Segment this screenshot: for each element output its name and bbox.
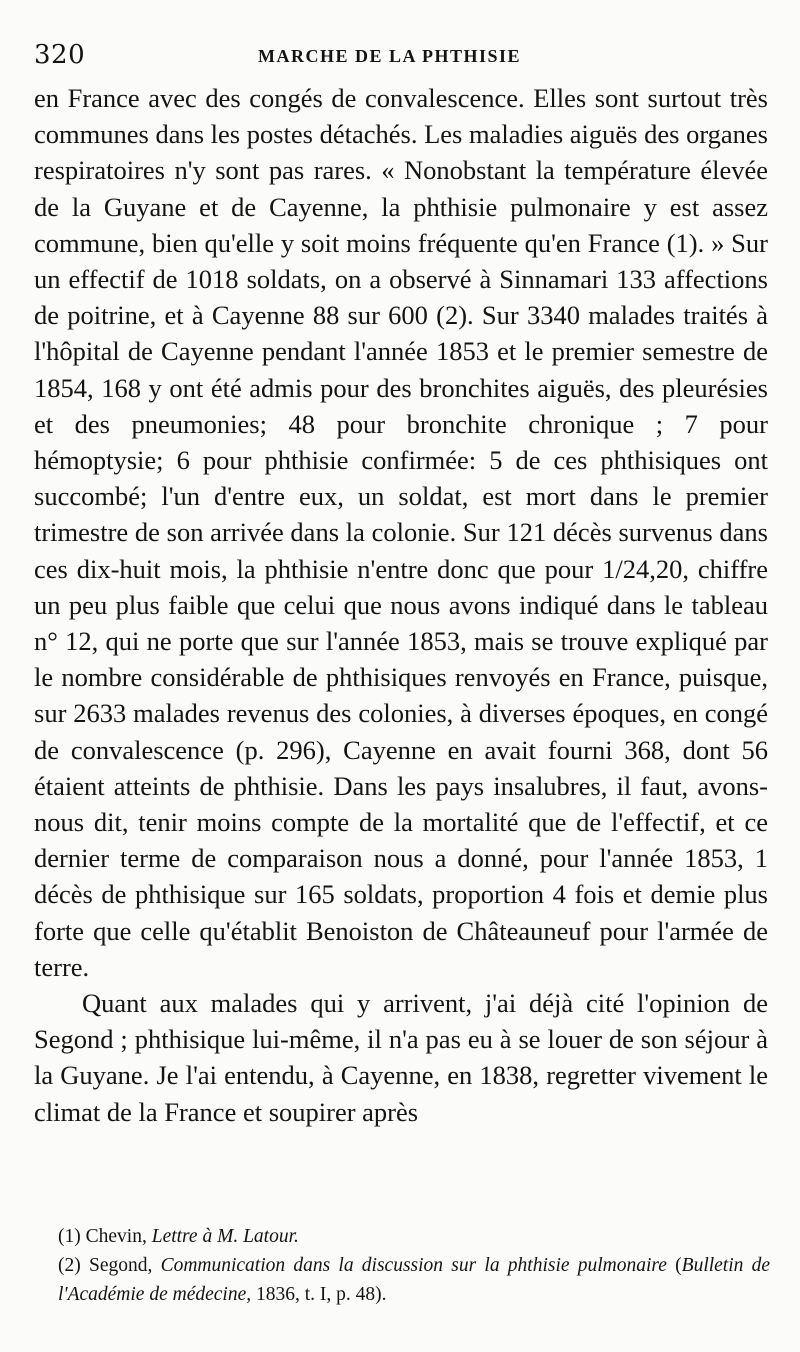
footnote-author: Segond, [88, 1255, 153, 1276]
footnote-citation: 1836, t. I, p. 48). [256, 1284, 387, 1305]
footnote-marker: (2) [58, 1255, 81, 1276]
footnote-marker: (1) [58, 1226, 81, 1247]
footnote-title: Communication dans la discussion sur la phthisie pulmonaire [160, 1255, 667, 1276]
footnote-2 [58, 1251, 770, 1309]
footnote-paren: ( [675, 1255, 682, 1276]
footnotes [58, 1222, 770, 1309]
footnote-author: Chevin, [85, 1226, 147, 1247]
paragraph: en France avec des congés de convalescence. Elles sont surtout très communes dans les postes détachés. Les maladies aiguës des organes respiratoires n'y sont pas rares. « Nonobstant la température élevée de la Guyane et de Cayenne, la phthisie pulmonaire y est assez commune, bien qu'elle y soit moins fréquente qu'en France (1). » Sur un effectif de 1018 soldats, on a observé à Sinnamari 133 affections de poitrine, et à Cayenne 88 sur 600 (2). Sur 3340 malades traités à l'hôpital de Cayenne pendant l'année 1853 et le premier semestre de 1854, 168 y ont été admis pour des bronchites aiguës, des pleurésies et des pneumonies; 48 pour bronchite chronique ; 7 pour hémoptysie; 6 pour phthisie confirmée: 5 de ces phthisiques ont succombé; l'un d'entre eux, un soldat, est mort dans le premier trimestre de son arrivée dans la colonie. Sur 121 décès survenus dans ces dix-huit mois, la phthisie n'entre donc que pour 1/24,20, chiffre un peu plus faible que celui que nous avons indiqué dans le tableau n° 12, qui ne porte que sur l'année 1853, mais se trouve expliqué par le nombre considérable de phthisiques renvoyés en France, puisque, sur 2633 malades revenus des colonies, à diverses époques, en congé de convalescence (p. 296), Cayenne en avait fourni 368, dont 56 étaient atteints de phthisie. Dans les pays insalubres, il faut, avons-nous dit, tenir moins compte de la mortalité que de l'effectif, et ce dernier terme de comparaison nous a donné, pour l'année 1853, 1 décès de phthisique sur 165 soldats, proportion 4 fois et demie plus forte que celle qu'établit Benoiston de Châteauneuf pour l'armée de terre. [34, 83, 768, 982]
page-number: 320 [34, 40, 86, 70]
paragraph: Quant aux malades qui y arrivent, j'ai déjà cité l'opinion de Segond ; phthisique lui-même, il n'a pas eu à se louer de son séjour à la Guyane. Je l'ai entendu, à Cayenne, en 1838, regretter vivement le climat de la France et soupirer après [34, 988, 768, 1127]
footnote-1 [58, 1222, 770, 1251]
running-title: MARCHE DE LA PHTHISIE [258, 46, 522, 66]
page-header [34, 40, 770, 74]
footnote-journal: Bulletin de l'Académie de médecine, [58, 1255, 771, 1305]
main-text [34, 80, 768, 1130]
footnote-title: Lettre à M. Latour. [151, 1226, 299, 1247]
